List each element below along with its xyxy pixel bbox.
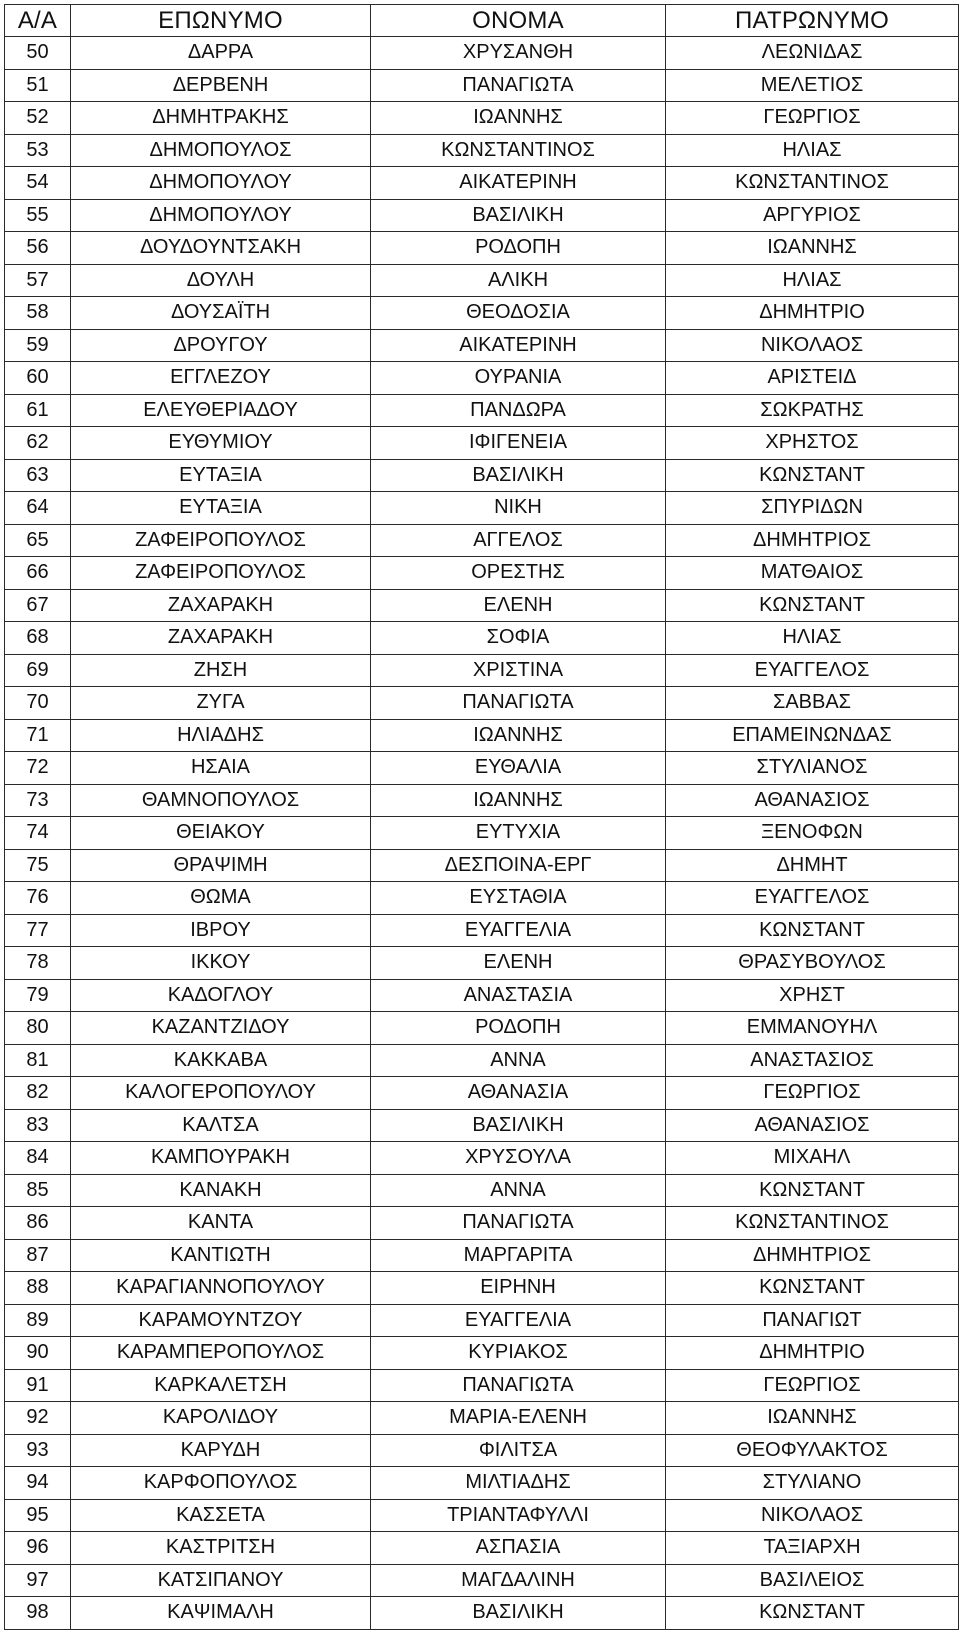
cell-aa: 51 — [5, 69, 71, 102]
cell-name: ΤΡΙΑΝΤΑΦΥΛΛΙ — [371, 1499, 666, 1532]
roster-table — [4, 4, 959, 1630]
table-row — [5, 199, 959, 232]
table-row — [5, 297, 959, 330]
cell-name: ΑΘΑΝΑΣΙΑ — [371, 1077, 666, 1110]
cell-name: ΦΙΛΙΤΣΑ — [371, 1434, 666, 1467]
table-row — [5, 69, 959, 102]
cell-name: ΑΛΙΚΗ — [371, 264, 666, 297]
cell-surname: ΔΟΥΣΑΪΤΗ — [71, 297, 371, 330]
cell-patronymic: ΚΩΝΣΤΑΝΤ — [666, 589, 959, 622]
cell-aa: 70 — [5, 687, 71, 720]
cell-surname: ΖΗΣΗ — [71, 654, 371, 687]
cell-aa: 96 — [5, 1532, 71, 1565]
table-row — [5, 427, 959, 460]
cell-patronymic: ΚΩΝΣΤΑΝΤ — [666, 1597, 959, 1630]
cell-surname: ΚΑΝΑΚΗ — [71, 1174, 371, 1207]
header-patronymic: ΠΑΤΡΩΝΥΜΟ — [666, 5, 959, 37]
table-row — [5, 1272, 959, 1305]
cell-aa: 91 — [5, 1369, 71, 1402]
cell-name: ΕΥΣΤΑΘΙΑ — [371, 882, 666, 915]
cell-aa: 59 — [5, 329, 71, 362]
cell-patronymic: ΣΠΥΡΙΔΩΝ — [666, 492, 959, 525]
cell-aa: 50 — [5, 37, 71, 70]
cell-surname: ΚΑΡΥΔΗ — [71, 1434, 371, 1467]
cell-aa: 98 — [5, 1597, 71, 1630]
cell-surname: ΚΑΛΤΣΑ — [71, 1109, 371, 1142]
table-row — [5, 1402, 959, 1435]
cell-aa: 79 — [5, 979, 71, 1012]
cell-aa: 88 — [5, 1272, 71, 1305]
cell-name: ΑΙΚΑΤΕΡΙΝΗ — [371, 167, 666, 200]
cell-surname: ΚΑΡΟΛΙΔΟΥ — [71, 1402, 371, 1435]
header-surname: ΕΠΩΝΥΜΟ — [71, 5, 371, 37]
table-row — [5, 1532, 959, 1565]
cell-surname: ΔΡΟΥΓΟΥ — [71, 329, 371, 362]
cell-surname: ΙΒΡΟΥ — [71, 914, 371, 947]
cell-patronymic: ΣΤΥΛΙΑΝΟΣ — [666, 752, 959, 785]
cell-name: ΕΥΘΑΛΙΑ — [371, 752, 666, 785]
cell-name: ΠΑΝΔΩΡΑ — [371, 394, 666, 427]
cell-aa: 58 — [5, 297, 71, 330]
cell-surname: ΘΑΜΝΟΠΟΥΛΟΣ — [71, 784, 371, 817]
cell-surname: ΔΗΜΟΠΟΥΛΟΥ — [71, 199, 371, 232]
cell-surname: ΚΑΛΟΓΕΡΟΠΟΥΛΟΥ — [71, 1077, 371, 1110]
table-row — [5, 1174, 959, 1207]
cell-surname: ΖΑΦΕΙΡΟΠΟΥΛΟΣ — [71, 524, 371, 557]
table-row — [5, 329, 959, 362]
cell-aa: 73 — [5, 784, 71, 817]
cell-name: ΜΑΓΔΑΛΙΝΗ — [371, 1564, 666, 1597]
cell-patronymic: ΓΕΩΡΓΙΟΣ — [666, 1077, 959, 1110]
table-row — [5, 817, 959, 850]
cell-name: ΜΑΡΙΑ-ΕΛΕΝΗ — [371, 1402, 666, 1435]
cell-patronymic: ΙΩΑΝΝΗΣ — [666, 232, 959, 265]
table-row — [5, 1597, 959, 1630]
cell-surname: ΚΑΡΑΜΠΕΡΟΠΟΥΛΟΣ — [71, 1337, 371, 1370]
cell-name: ΚΥΡΙΑΚΟΣ — [371, 1337, 666, 1370]
cell-name: ΒΑΣΙΛΙΚΗ — [371, 199, 666, 232]
cell-name: ΕΥΑΓΓΕΛΙΑ — [371, 914, 666, 947]
cell-aa: 67 — [5, 589, 71, 622]
cell-name: ΕΥΑΓΓΕΛΙΑ — [371, 1304, 666, 1337]
cell-aa: 54 — [5, 167, 71, 200]
cell-surname: ΚΑΣΣΕΤΑ — [71, 1499, 371, 1532]
table-row — [5, 492, 959, 525]
table-row — [5, 394, 959, 427]
table-row — [5, 557, 959, 590]
cell-aa: 89 — [5, 1304, 71, 1337]
cell-name: ΘΕΟΔΟΣΙΑ — [371, 297, 666, 330]
cell-aa: 66 — [5, 557, 71, 590]
table-row — [5, 882, 959, 915]
table-row — [5, 1467, 959, 1500]
cell-patronymic: ΑΡΓΥΡΙΟΣ — [666, 199, 959, 232]
cell-name: ΚΩΝΣΤΑΝΤΙΝΟΣ — [371, 134, 666, 167]
table-row — [5, 752, 959, 785]
cell-patronymic: ΚΩΝΣΤΑΝΤΙΝΟΣ — [666, 167, 959, 200]
cell-name: ΙΩΑΝΝΗΣ — [371, 784, 666, 817]
cell-patronymic: ΣΤΥΛΙΑΝΟ — [666, 1467, 959, 1500]
cell-name: ΑΝΑΣΤΑΣΙΑ — [371, 979, 666, 1012]
cell-surname: ΗΣΑΙΑ — [71, 752, 371, 785]
cell-patronymic: ΔΗΜΗΤΡΙΟ — [666, 297, 959, 330]
cell-aa: 75 — [5, 849, 71, 882]
cell-patronymic: ΑΝΑΣΤΑΣΙΟΣ — [666, 1044, 959, 1077]
cell-surname: ΚΑΨΙΜΑΛΗ — [71, 1597, 371, 1630]
table-row — [5, 232, 959, 265]
cell-name: ΒΑΣΙΛΙΚΗ — [371, 459, 666, 492]
table-row — [5, 1012, 959, 1045]
cell-patronymic: ΞΕΝΟΦΩΝ — [666, 817, 959, 850]
cell-aa: 56 — [5, 232, 71, 265]
cell-surname: ΚΑΤΣΙΠΑΝΟΥ — [71, 1564, 371, 1597]
cell-aa: 68 — [5, 622, 71, 655]
cell-surname: ΔΑΡΡΑ — [71, 37, 371, 70]
cell-aa: 55 — [5, 199, 71, 232]
cell-surname: ΔΗΜΗΤΡΑΚΗΣ — [71, 102, 371, 135]
cell-surname: ΕΥΤΑΞΙΑ — [71, 459, 371, 492]
cell-name: ΡΟΔΟΠΗ — [371, 232, 666, 265]
cell-aa: 76 — [5, 882, 71, 915]
cell-patronymic: ΘΡΑΣΥΒΟΥΛΟΣ — [666, 947, 959, 980]
cell-aa: 61 — [5, 394, 71, 427]
cell-name: ΑΙΚΑΤΕΡΙΝΗ — [371, 329, 666, 362]
cell-patronymic: ΕΥΑΓΓΕΛΟΣ — [666, 654, 959, 687]
table-row — [5, 719, 959, 752]
cell-patronymic: ΠΑΝΑΓΙΩΤ — [666, 1304, 959, 1337]
cell-name: ΠΑΝΑΓΙΩΤΑ — [371, 1369, 666, 1402]
cell-name: ΑΝΝΑ — [371, 1044, 666, 1077]
table-row — [5, 264, 959, 297]
cell-patronymic: ΑΡΙΣΤΕΙΔ — [666, 362, 959, 395]
cell-name: ΟΥΡΑΝΙΑ — [371, 362, 666, 395]
cell-surname: ΕΓΓΛΕΖΟΥ — [71, 362, 371, 395]
table-row — [5, 1109, 959, 1142]
table-row — [5, 102, 959, 135]
table-row — [5, 37, 959, 70]
cell-aa: 52 — [5, 102, 71, 135]
cell-surname: ΚΑΡΦΟΠΟΥΛΟΣ — [71, 1467, 371, 1500]
cell-aa: 57 — [5, 264, 71, 297]
cell-patronymic: ΧΡΗΣΤ — [666, 979, 959, 1012]
cell-name: ΕΛΕΝΗ — [371, 947, 666, 980]
cell-name: ΙΩΑΝΝΗΣ — [371, 102, 666, 135]
cell-name: ΠΑΝΑΓΙΩΤΑ — [371, 69, 666, 102]
cell-aa: 65 — [5, 524, 71, 557]
cell-patronymic: ΔΗΜΗΤΡΙΟ — [666, 1337, 959, 1370]
cell-patronymic: ΝΙΚΟΛΑΟΣ — [666, 1499, 959, 1532]
cell-aa: 69 — [5, 654, 71, 687]
cell-patronymic: ΗΛΙΑΣ — [666, 134, 959, 167]
header-row — [5, 5, 959, 37]
cell-aa: 97 — [5, 1564, 71, 1597]
cell-name: ΜΑΡΓΑΡΙΤΑ — [371, 1239, 666, 1272]
cell-patronymic: ΒΑΣΙΛΕΙΟΣ — [666, 1564, 959, 1597]
table-row — [5, 687, 959, 720]
cell-aa: 77 — [5, 914, 71, 947]
cell-patronymic: ΘΕΟΦΥΛΑΚΤΟΣ — [666, 1434, 959, 1467]
table-row — [5, 1077, 959, 1110]
table-row — [5, 622, 959, 655]
cell-name: ΧΡΥΣΟΥΛΑ — [371, 1142, 666, 1175]
cell-surname: ΕΥΤΑΞΙΑ — [71, 492, 371, 525]
cell-aa: 72 — [5, 752, 71, 785]
cell-aa: 63 — [5, 459, 71, 492]
cell-patronymic: ΕΥΑΓΓΕΛΟΣ — [666, 882, 959, 915]
cell-surname: ΔΟΥΔΟΥΝΤΣΑΚΗ — [71, 232, 371, 265]
cell-name: ΒΑΣΙΛΙΚΗ — [371, 1109, 666, 1142]
cell-patronymic: ΗΛΙΑΣ — [666, 622, 959, 655]
table-row — [5, 1142, 959, 1175]
cell-patronymic: ΑΘΑΝΑΣΙΟΣ — [666, 1109, 959, 1142]
cell-name: ΙΦΙΓΕΝΕΙΑ — [371, 427, 666, 460]
header-aa: Α/Α — [5, 5, 71, 37]
table-row — [5, 589, 959, 622]
cell-surname: ΚΑΔΟΓΛΟΥ — [71, 979, 371, 1012]
cell-surname: ΚΑΚΚΑΒΑ — [71, 1044, 371, 1077]
cell-surname: ΚΑΡΑΜΟΥΝΤΖΟΥ — [71, 1304, 371, 1337]
cell-aa: 82 — [5, 1077, 71, 1110]
table-row — [5, 1337, 959, 1370]
cell-patronymic: ΜΙΧΑΗΛ — [666, 1142, 959, 1175]
table-row — [5, 784, 959, 817]
cell-name: ΧΡΙΣΤΙΝΑ — [371, 654, 666, 687]
cell-patronymic: ΓΕΩΡΓΙΟΣ — [666, 1369, 959, 1402]
cell-surname: ΕΥΘΥΜΙΟΥ — [71, 427, 371, 460]
cell-patronymic: ΤΑΞΙΑΡΧΗ — [666, 1532, 959, 1565]
cell-name: ΒΑΣΙΛΙΚΗ — [371, 1597, 666, 1630]
cell-aa: 94 — [5, 1467, 71, 1500]
table-row — [5, 1207, 959, 1240]
cell-surname: ΚΑΡΚΑΛΕΤΣΗ — [71, 1369, 371, 1402]
table-row — [5, 654, 959, 687]
cell-surname: ΚΑΣΤΡΙΤΣΗ — [71, 1532, 371, 1565]
cell-patronymic: ΚΩΝΣΤΑΝΤ — [666, 914, 959, 947]
cell-surname: ΔΗΜΟΠΟΥΛΟΣ — [71, 134, 371, 167]
cell-aa: 74 — [5, 817, 71, 850]
cell-patronymic: ΣΑΒΒΑΣ — [666, 687, 959, 720]
table-row — [5, 1304, 959, 1337]
cell-name: ΜΙΛΤΙΑΔΗΣ — [371, 1467, 666, 1500]
cell-aa: 62 — [5, 427, 71, 460]
cell-surname: ΚΑΝΤΑ — [71, 1207, 371, 1240]
cell-surname: ΙΚΚΟΥ — [71, 947, 371, 980]
cell-surname: ΚΑΖΑΝΤΖΙΔΟΥ — [71, 1012, 371, 1045]
cell-aa: 84 — [5, 1142, 71, 1175]
table-row — [5, 134, 959, 167]
cell-name: ΑΓΓΕΛΟΣ — [371, 524, 666, 557]
cell-surname: ΚΑΡΑΓΙΑΝΝΟΠΟΥΛΟΥ — [71, 1272, 371, 1305]
cell-aa: 87 — [5, 1239, 71, 1272]
cell-aa: 93 — [5, 1434, 71, 1467]
cell-patronymic: ΕΠΑΜΕΙΝΩΝΔΑΣ — [666, 719, 959, 752]
cell-aa: 53 — [5, 134, 71, 167]
cell-aa: 60 — [5, 362, 71, 395]
cell-name: ΠΑΝΑΓΙΩΤΑ — [371, 1207, 666, 1240]
cell-patronymic: ΚΩΝΣΤΑΝΤ — [666, 1174, 959, 1207]
cell-patronymic: ΓΕΩΡΓΙΟΣ — [666, 102, 959, 135]
table-body — [5, 37, 959, 1630]
table-row — [5, 1369, 959, 1402]
table-row — [5, 979, 959, 1012]
cell-name: ΣΟΦΙΑ — [371, 622, 666, 655]
table-row — [5, 459, 959, 492]
cell-name: ΝΙΚΗ — [371, 492, 666, 525]
table-row — [5, 1434, 959, 1467]
cell-surname: ΗΛΙΑΔΗΣ — [71, 719, 371, 752]
cell-surname: ΘΩΜΑ — [71, 882, 371, 915]
cell-patronymic: ΔΗΜΗΤΡΙΟΣ — [666, 1239, 959, 1272]
cell-name: ΙΩΑΝΝΗΣ — [371, 719, 666, 752]
table-row — [5, 1044, 959, 1077]
cell-patronymic: ΑΘΑΝΑΣΙΟΣ — [666, 784, 959, 817]
cell-name: ΕΛΕΝΗ — [371, 589, 666, 622]
cell-aa: 80 — [5, 1012, 71, 1045]
cell-aa: 86 — [5, 1207, 71, 1240]
cell-aa: 71 — [5, 719, 71, 752]
cell-surname: ΖΑΧΑΡΑΚΗ — [71, 622, 371, 655]
cell-surname: ΔΟΥΛΗ — [71, 264, 371, 297]
cell-aa: 78 — [5, 947, 71, 980]
table-row — [5, 167, 959, 200]
cell-name: ΑΝΝΑ — [371, 1174, 666, 1207]
cell-surname: ΚΑΝΤΙΩΤΗ — [71, 1239, 371, 1272]
cell-aa: 90 — [5, 1337, 71, 1370]
cell-name: ΑΣΠΑΣΙΑ — [371, 1532, 666, 1565]
cell-patronymic: ΚΩΝΣΤΑΝΤΙΝΟΣ — [666, 1207, 959, 1240]
cell-surname: ΖΑΦΕΙΡΟΠΟΥΛΟΣ — [71, 557, 371, 590]
cell-patronymic: ΚΩΝΣΤΑΝΤ — [666, 1272, 959, 1305]
cell-surname: ΔΕΡΒΕΝΗ — [71, 69, 371, 102]
table-row — [5, 1239, 959, 1272]
cell-surname: ΖΥΓΑ — [71, 687, 371, 720]
cell-patronymic: ΗΛΙΑΣ — [666, 264, 959, 297]
cell-aa: 64 — [5, 492, 71, 525]
cell-patronymic: ΣΩΚΡΑΤΗΣ — [666, 394, 959, 427]
cell-patronymic: ΚΩΝΣΤΑΝΤ — [666, 459, 959, 492]
table-row — [5, 947, 959, 980]
cell-name: ΕΙΡΗΝΗ — [371, 1272, 666, 1305]
cell-aa: 95 — [5, 1499, 71, 1532]
cell-surname: ΔΗΜΟΠΟΥΛΟΥ — [71, 167, 371, 200]
cell-patronymic: ΧΡΗΣΤΟΣ — [666, 427, 959, 460]
table-row — [5, 1564, 959, 1597]
cell-patronymic: ΙΩΑΝΝΗΣ — [666, 1402, 959, 1435]
cell-aa: 85 — [5, 1174, 71, 1207]
cell-patronymic: ΕΜΜΑΝΟΥΗΛ — [666, 1012, 959, 1045]
cell-patronymic: ΜΕΛΕΤΙΟΣ — [666, 69, 959, 102]
cell-name: ΠΑΝΑΓΙΩΤΑ — [371, 687, 666, 720]
table-row — [5, 1499, 959, 1532]
cell-name: ΧΡΥΣΑΝΘΗ — [371, 37, 666, 70]
cell-name: ΕΥΤΥΧΙΑ — [371, 817, 666, 850]
cell-aa: 92 — [5, 1402, 71, 1435]
cell-surname: ΖΑΧΑΡΑΚΗ — [71, 589, 371, 622]
table-header — [5, 5, 959, 37]
table-row — [5, 524, 959, 557]
cell-name: ΔΕΣΠΟΙΝΑ-ΕΡΓ — [371, 849, 666, 882]
cell-surname: ΕΛΕΥΘΕΡΙΑΔΟΥ — [71, 394, 371, 427]
cell-surname: ΘΡΑΨΙΜΗ — [71, 849, 371, 882]
cell-surname: ΘΕΙΑΚΟΥ — [71, 817, 371, 850]
cell-surname: ΚΑΜΠΟΥΡΑΚΗ — [71, 1142, 371, 1175]
cell-name: ΟΡΕΣΤΗΣ — [371, 557, 666, 590]
table-row — [5, 914, 959, 947]
cell-patronymic: ΛΕΩΝΙΔΑΣ — [666, 37, 959, 70]
cell-aa: 81 — [5, 1044, 71, 1077]
table-row — [5, 362, 959, 395]
cell-aa: 83 — [5, 1109, 71, 1142]
cell-name: ΡΟΔΟΠΗ — [371, 1012, 666, 1045]
cell-patronymic: ΝΙΚΟΛΑΟΣ — [666, 329, 959, 362]
cell-patronymic: ΜΑΤΘΑΙΟΣ — [666, 557, 959, 590]
cell-patronymic: ΔΗΜΗΤΡΙΟΣ — [666, 524, 959, 557]
header-name: ΟΝΟΜΑ — [371, 5, 666, 37]
table-row — [5, 849, 959, 882]
cell-patronymic: ΔΗΜΗΤ — [666, 849, 959, 882]
